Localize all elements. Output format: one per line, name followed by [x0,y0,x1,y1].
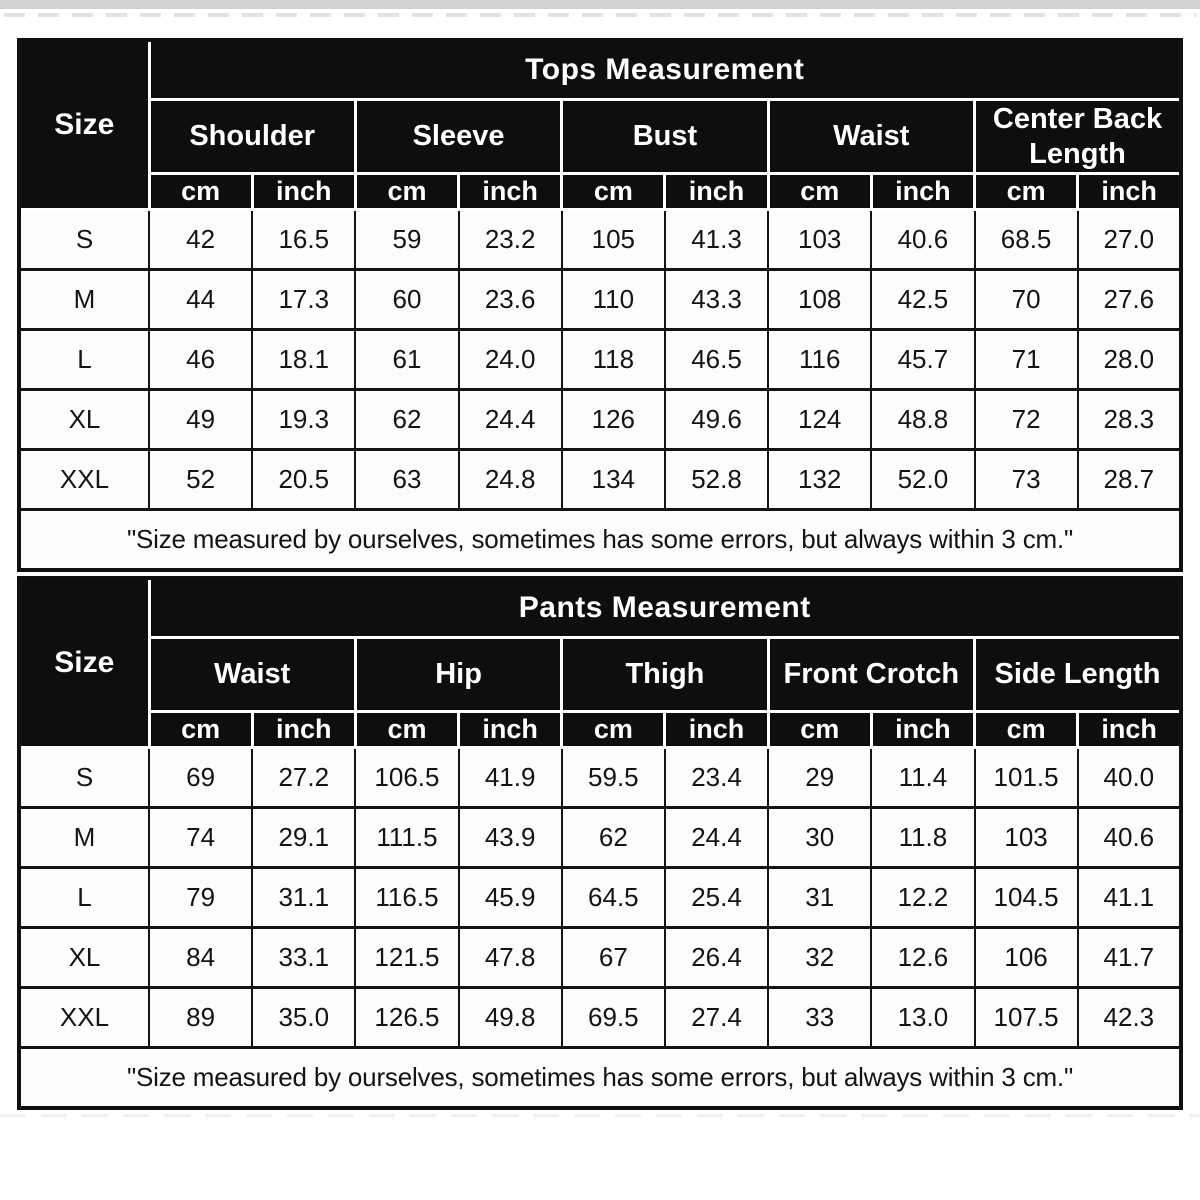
tops-measurement-section [17,38,1183,572]
data-cell: 11.8 [871,808,974,868]
group-header-sleeve: Sleeve [355,100,561,174]
size-column-header: Size [19,40,149,210]
unit-header-inch: inch [1078,174,1181,210]
data-cell: 103 [768,210,871,270]
size-label-cell: S [19,210,149,270]
data-cell: 126.5 [355,988,458,1048]
data-cell: 28.0 [1078,330,1181,390]
data-cell: 41.3 [665,210,768,270]
data-cell: 59 [355,210,458,270]
data-cell: 104.5 [975,868,1078,928]
size-label-cell: XL [19,390,149,450]
data-cell: 19.3 [252,390,355,450]
page-top-dashed-line [4,13,1196,17]
data-cell: 107.5 [975,988,1078,1048]
data-cell: 79 [149,868,252,928]
size-label-cell: XXL [19,988,149,1048]
data-cell: 68.5 [975,210,1078,270]
data-cell: 126 [562,390,665,450]
data-cell: 33 [768,988,871,1048]
data-cell: 28.3 [1078,390,1181,450]
data-cell: 35.0 [252,988,355,1048]
data-cell: 16.5 [252,210,355,270]
unit-header-inch: inch [871,712,974,748]
data-cell: 42.3 [1078,988,1181,1048]
header-row-title [19,578,1181,638]
data-cell: 45.7 [871,330,974,390]
data-cell: 43.9 [459,808,562,868]
data-cell: 40.0 [1078,748,1181,808]
size-label-cell: XL [19,928,149,988]
table-row-xl [19,390,1181,450]
data-cell: 40.6 [1078,808,1181,868]
tops-measurement-header [19,40,1181,210]
data-cell: 17.3 [252,270,355,330]
data-cell: 108 [768,270,871,330]
data-cell: 44 [149,270,252,330]
table-row-xxl [19,988,1181,1048]
data-cell: 110 [562,270,665,330]
unit-header-inch: inch [871,174,974,210]
data-cell: 25.4 [665,868,768,928]
data-cell: 12.6 [871,928,974,988]
data-cell: 59.5 [562,748,665,808]
data-cell: 71 [975,330,1078,390]
data-cell: 23.2 [459,210,562,270]
unit-header-inch: inch [252,174,355,210]
size-label-cell: XXL [19,450,149,510]
data-cell: 132 [768,450,871,510]
data-cell: 46 [149,330,252,390]
data-cell: 42.5 [871,270,974,330]
unit-header-cm: cm [562,174,665,210]
data-cell: 12.2 [871,868,974,928]
pants-measurement-section [17,576,1183,1110]
data-cell: 89 [149,988,252,1048]
data-cell: 29 [768,748,871,808]
data-cell: 121.5 [355,928,458,988]
size-label-cell: S [19,748,149,808]
footnote: "Size measured by ourselves, sometimes has some errors, but always within 3 cm." [19,510,1181,571]
size-label-cell: L [19,868,149,928]
pants-measurement-table [17,576,1183,1110]
data-cell: 70 [975,270,1078,330]
group-header-shoulder: Shoulder [149,100,355,174]
data-cell: 118 [562,330,665,390]
unit-header-cm: cm [768,174,871,210]
table-title: Tops Measurement [149,40,1181,100]
data-cell: 26.4 [665,928,768,988]
data-cell: 31.1 [252,868,355,928]
data-cell: 106 [975,928,1078,988]
data-cell: 74 [149,808,252,868]
data-cell: 69.5 [562,988,665,1048]
group-header-hip: Hip [355,638,561,712]
page-top-strip [0,0,1200,9]
data-cell: 52.8 [665,450,768,510]
data-cell: 30 [768,808,871,868]
header-row-groups [19,100,1181,174]
data-cell: 40.6 [871,210,974,270]
data-cell: 28.7 [1078,450,1181,510]
group-header-front-crotch: Front Crotch [768,638,974,712]
data-cell: 42 [149,210,252,270]
table-title: Pants Measurement [149,578,1181,638]
data-cell: 24.4 [459,390,562,450]
data-cell: 61 [355,330,458,390]
table-row-l [19,868,1181,928]
table-row-s [19,748,1181,808]
unit-header-cm: cm [149,174,252,210]
data-cell: 47.8 [459,928,562,988]
data-cell: 46.5 [665,330,768,390]
data-cell: 24.8 [459,450,562,510]
data-cell: 24.0 [459,330,562,390]
data-cell: 111.5 [355,808,458,868]
data-cell: 29.1 [252,808,355,868]
data-cell: 18.1 [252,330,355,390]
data-cell: 103 [975,808,1078,868]
data-cell: 23.6 [459,270,562,330]
header-row-units [19,174,1181,210]
table-row-l [19,330,1181,390]
data-cell: 73 [975,450,1078,510]
header-row-title [19,40,1181,100]
unit-header-cm: cm [975,712,1078,748]
group-header-side-length: Side Length [975,638,1182,712]
group-header-waist: Waist [149,638,355,712]
data-cell: 27.4 [665,988,768,1048]
data-cell: 32 [768,928,871,988]
unit-header-cm: cm [975,174,1078,210]
data-cell: 41.1 [1078,868,1181,928]
data-cell: 27.0 [1078,210,1181,270]
table-row-xxl [19,450,1181,510]
unit-header-inch: inch [252,712,355,748]
data-cell: 49 [149,390,252,450]
size-chart-content [17,38,1183,1110]
pants-measurement-body [19,748,1181,1109]
data-cell: 27.2 [252,748,355,808]
data-cell: 106.5 [355,748,458,808]
tops-measurement-table [17,38,1183,572]
data-cell: 116 [768,330,871,390]
pants-measurement-header [19,578,1181,748]
table-row-m [19,270,1181,330]
table-row-note [19,510,1181,571]
group-header-thigh: Thigh [562,638,768,712]
unit-header-inch: inch [665,174,768,210]
data-cell: 84 [149,928,252,988]
data-cell: 48.8 [871,390,974,450]
data-cell: 31 [768,868,871,928]
data-cell: 11.4 [871,748,974,808]
data-cell: 62 [355,390,458,450]
table-row-xl [19,928,1181,988]
data-cell: 13.0 [871,988,974,1048]
data-cell: 52.0 [871,450,974,510]
group-header-waist: Waist [768,100,974,174]
size-label-cell: L [19,330,149,390]
group-header-bust: Bust [562,100,768,174]
unit-header-cm: cm [149,712,252,748]
data-cell: 43.3 [665,270,768,330]
data-cell: 134 [562,450,665,510]
data-cell: 52 [149,450,252,510]
size-label-cell: M [19,808,149,868]
data-cell: 60 [355,270,458,330]
data-cell: 49.8 [459,988,562,1048]
page-bottom-streak [0,1114,1200,1117]
table-row-note [19,1048,1181,1109]
data-cell: 49.6 [665,390,768,450]
data-cell: 101.5 [975,748,1078,808]
tops-measurement-body [19,210,1181,571]
data-cell: 41.7 [1078,928,1181,988]
data-cell: 69 [149,748,252,808]
unit-header-inch: inch [665,712,768,748]
data-cell: 24.4 [665,808,768,868]
unit-header-inch: inch [1078,712,1181,748]
unit-header-inch: inch [459,712,562,748]
data-cell: 62 [562,808,665,868]
data-cell: 45.9 [459,868,562,928]
data-cell: 63 [355,450,458,510]
table-row-s [19,210,1181,270]
footnote: "Size measured by ourselves, sometimes has some errors, but always within 3 cm." [19,1048,1181,1109]
unit-header-cm: cm [355,174,458,210]
data-cell: 33.1 [252,928,355,988]
data-cell: 105 [562,210,665,270]
data-cell: 67 [562,928,665,988]
header-row-groups [19,638,1181,712]
data-cell: 27.6 [1078,270,1181,330]
data-cell: 72 [975,390,1078,450]
group-header-center-back-length: Center Back Length [975,100,1182,174]
header-row-units [19,712,1181,748]
data-cell: 116.5 [355,868,458,928]
unit-header-inch: inch [459,174,562,210]
data-cell: 64.5 [562,868,665,928]
size-column-header: Size [19,578,149,748]
unit-header-cm: cm [768,712,871,748]
data-cell: 124 [768,390,871,450]
data-cell: 41.9 [459,748,562,808]
size-label-cell: M [19,270,149,330]
data-cell: 23.4 [665,748,768,808]
table-row-m [19,808,1181,868]
unit-header-cm: cm [562,712,665,748]
unit-header-cm: cm [355,712,458,748]
data-cell: 20.5 [252,450,355,510]
